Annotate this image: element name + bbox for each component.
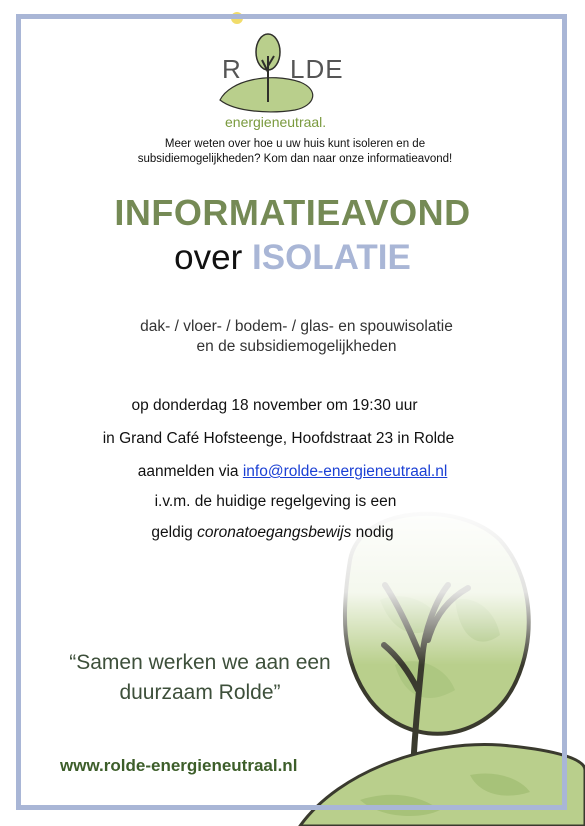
topics bbox=[0, 317, 585, 357]
topics-line-2: en de subsidiemogelijkheden bbox=[196, 338, 397, 355]
topics-line-1: dak- / vloer- / bodem- / glas- en spouwisolatie bbox=[140, 318, 453, 335]
headline: INFORMATIEAVOND bbox=[114, 192, 471, 233]
corona-suffix: nodig bbox=[355, 524, 394, 541]
registration-email-link[interactable]: info@rolde-energieneutraal.nl bbox=[242, 463, 448, 480]
intro-line-1: Meer weten over hoe u uw huis kunt isoleren en de bbox=[164, 138, 426, 150]
logo-tagline: energieneutraal. bbox=[225, 114, 327, 130]
corona-pass-line bbox=[0, 524, 565, 542]
rolde-logo bbox=[200, 10, 375, 135]
corona-prefix: geldig bbox=[151, 524, 193, 541]
quote-line-1: “Samen werken we aan een bbox=[69, 651, 331, 674]
event-location: in Grand Café Hofsteenge, Hoofdstraat 23 in Rolde bbox=[102, 430, 455, 447]
regulation-line: i.v.m. de huidige regelgeving is een bbox=[154, 493, 397, 510]
logo-letter-r: R bbox=[222, 54, 242, 84]
registration-line bbox=[0, 463, 585, 481]
subheadline bbox=[0, 238, 585, 278]
intro-line-2: subsidiemogelijkheden? Kom dan naar onze informatieavond! bbox=[137, 153, 453, 165]
logo-letters-lde: LDE bbox=[290, 54, 344, 84]
quote-line-2: duurzaam Rolde” bbox=[119, 681, 281, 704]
website-url[interactable]: www.rolde-energieneutraal.nl bbox=[60, 756, 298, 775]
subhead-over: over bbox=[174, 238, 243, 277]
slogan-quote bbox=[40, 648, 360, 708]
registration-prefix: aanmelden via bbox=[137, 463, 239, 480]
subhead-isolatie: ISOLATIE bbox=[252, 238, 411, 277]
event-date: op donderdag 18 november om 19:30 uur bbox=[131, 397, 418, 414]
corona-pass-term: coronatoegangsbewijs bbox=[197, 524, 352, 541]
intro-text bbox=[60, 137, 530, 167]
